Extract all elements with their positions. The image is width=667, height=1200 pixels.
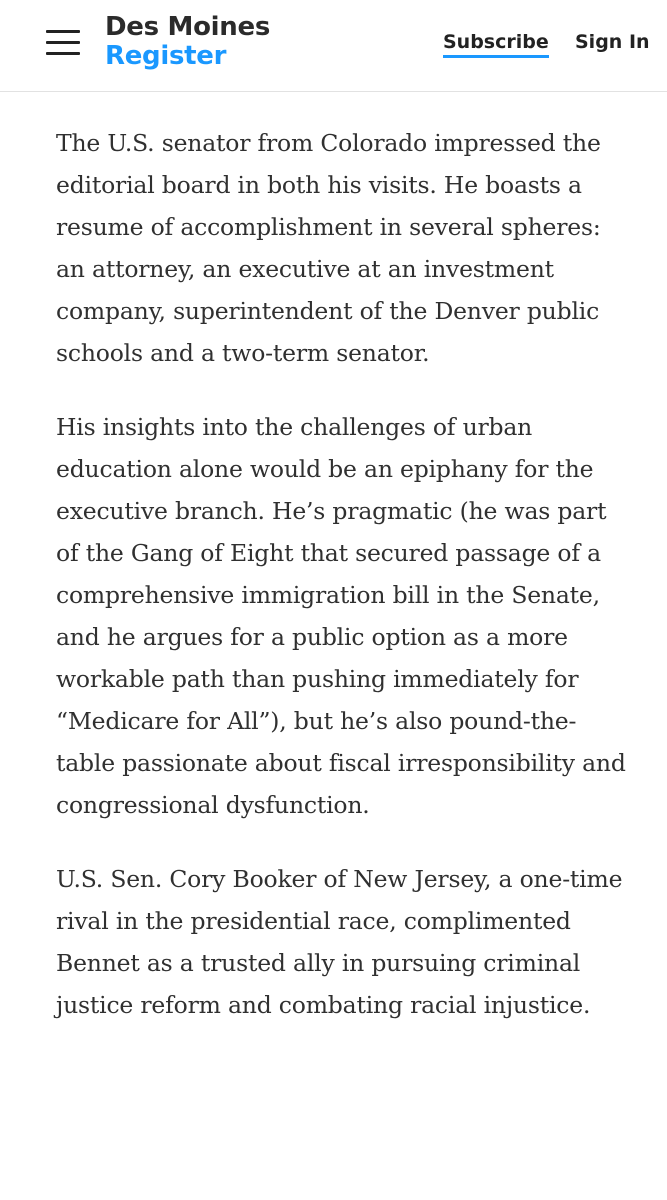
logo-line-2: Register xyxy=(105,41,227,71)
menu-bar xyxy=(46,30,80,33)
menu-bar xyxy=(46,41,80,44)
hamburger-menu-icon[interactable] xyxy=(46,28,80,58)
logo-line-1: Des Moines xyxy=(105,12,271,42)
article-paragraph: U.S. Sen. Cory Booker of New Jersey, a one-time rival in the presidential race, complimented Bennet as a trusted ally in pursuing criminal justice reform and combating racial injustice. xyxy=(56,865,623,1019)
article-body xyxy=(56,122,631,1058)
article-paragraph: His insights into the challenges of urban education alone would be an epiphany for the executive branch. He’s pragmatic (he was part of the Gang of Eight that secured passage of a comprehensive immigration bill in the Senate, and he argues for a public option as a more workable path than pushing immediately for “Medicare for All”), but he’s also pound-the-table passionate about fiscal irresponsibility and congressional dysfunction. xyxy=(56,413,626,819)
site-logo[interactable] xyxy=(105,13,270,71)
subscribe-link[interactable]: Subscribe xyxy=(443,31,549,58)
article-paragraph: The U.S. senator from Colorado impressed the editorial board in both his visits. He boasts a resume of accomplishment in several spheres: an attorney, an executive at an investment company, superintendent of the Denver public schools and a two-term senator. xyxy=(56,129,601,367)
site-header xyxy=(0,0,667,92)
menu-bar xyxy=(46,52,80,55)
sign-in-link[interactable]: Sign In xyxy=(575,31,650,53)
